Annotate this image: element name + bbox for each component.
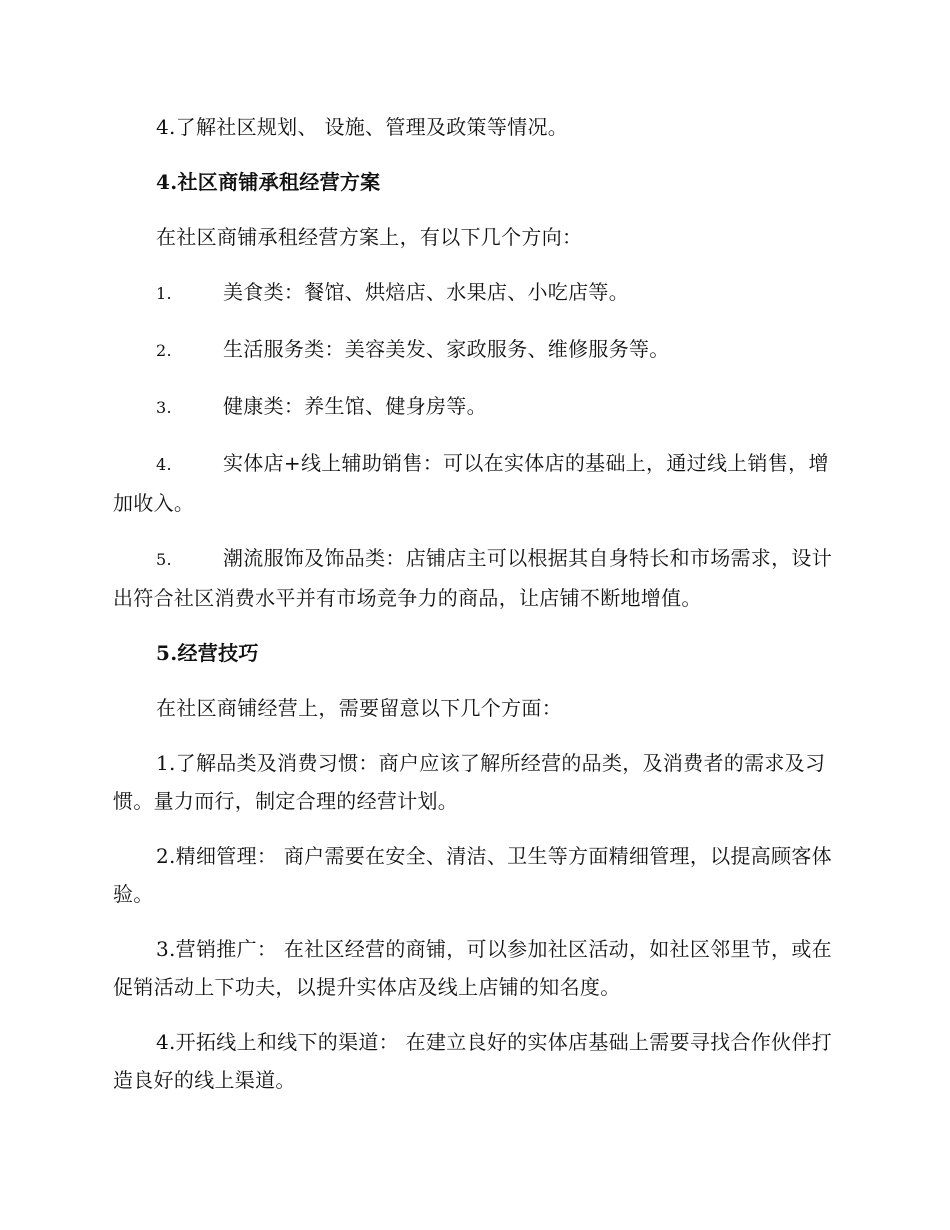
- list-item: [113, 444, 833, 522]
- list-item-text: 健康类：养生馆、健身房等。: [223, 394, 487, 418]
- list-item: [113, 387, 833, 427]
- list-item-text: 实体店+线上辅助销售：可以在实体店的基础上，通过线上销售，增加收入。: [113, 451, 829, 515]
- intro-paragraph: 4.了解社区规划、 设施、管理及政策等情况。: [156, 115, 569, 139]
- list-item: [113, 539, 833, 617]
- list-number: 5.: [156, 550, 172, 569]
- section-4-intro: 在社区商铺承租经营方案上，有以下几个方向：: [156, 225, 583, 249]
- section-5-intro: 在社区商铺经营上，需要留意以下几个方面：: [156, 696, 562, 720]
- list-item-text: 生活服务类：美容美发、家政服务、维修服务等。: [223, 337, 670, 361]
- list-item: [113, 273, 833, 313]
- list-number: 3.: [156, 398, 172, 417]
- list-item: [113, 330, 833, 370]
- tip-paragraph: 4.开拓线上和线下的渠道： 在建立良好的实体店基础上需要寻找合作伙伴打造良好的线上渠道。: [113, 1030, 832, 1092]
- document-body: [113, 108, 833, 1116]
- list-item-text: 潮流服饰及饰品类：店铺店主可以根据其自身特长和市场需求，设计出符合社区消费水平并有市场竞争力的商品，让店铺不断地增值。: [113, 546, 832, 610]
- tip-paragraph: 2.精细管理： 商户需要在安全、清洁、卫生等方面精细管理，以提高顾客体验。: [113, 844, 832, 906]
- list-item-text: 美食类：餐馆、烘焙店、水果店、小吃店等。: [223, 280, 629, 304]
- list-number: 2.: [156, 341, 172, 360]
- tip-paragraph: 1.了解品类及消费习惯：商户应该了解所经营的品类，及消费者的需求及习惯。量力而行，制定合理的经营计划。: [113, 751, 826, 813]
- section-heading-5: 5.经营技巧: [156, 641, 259, 665]
- list-number: 4.: [156, 455, 172, 474]
- section-heading-4: 4.社区商铺承租经营方案: [156, 170, 381, 194]
- list-number: 1.: [156, 284, 172, 303]
- tip-paragraph: 3.营销推广： 在社区经营的商铺，可以参加社区活动，如社区邻里节，或在促销活动上下功夫，以提升实体店及线上店铺的知名度。: [113, 937, 832, 999]
